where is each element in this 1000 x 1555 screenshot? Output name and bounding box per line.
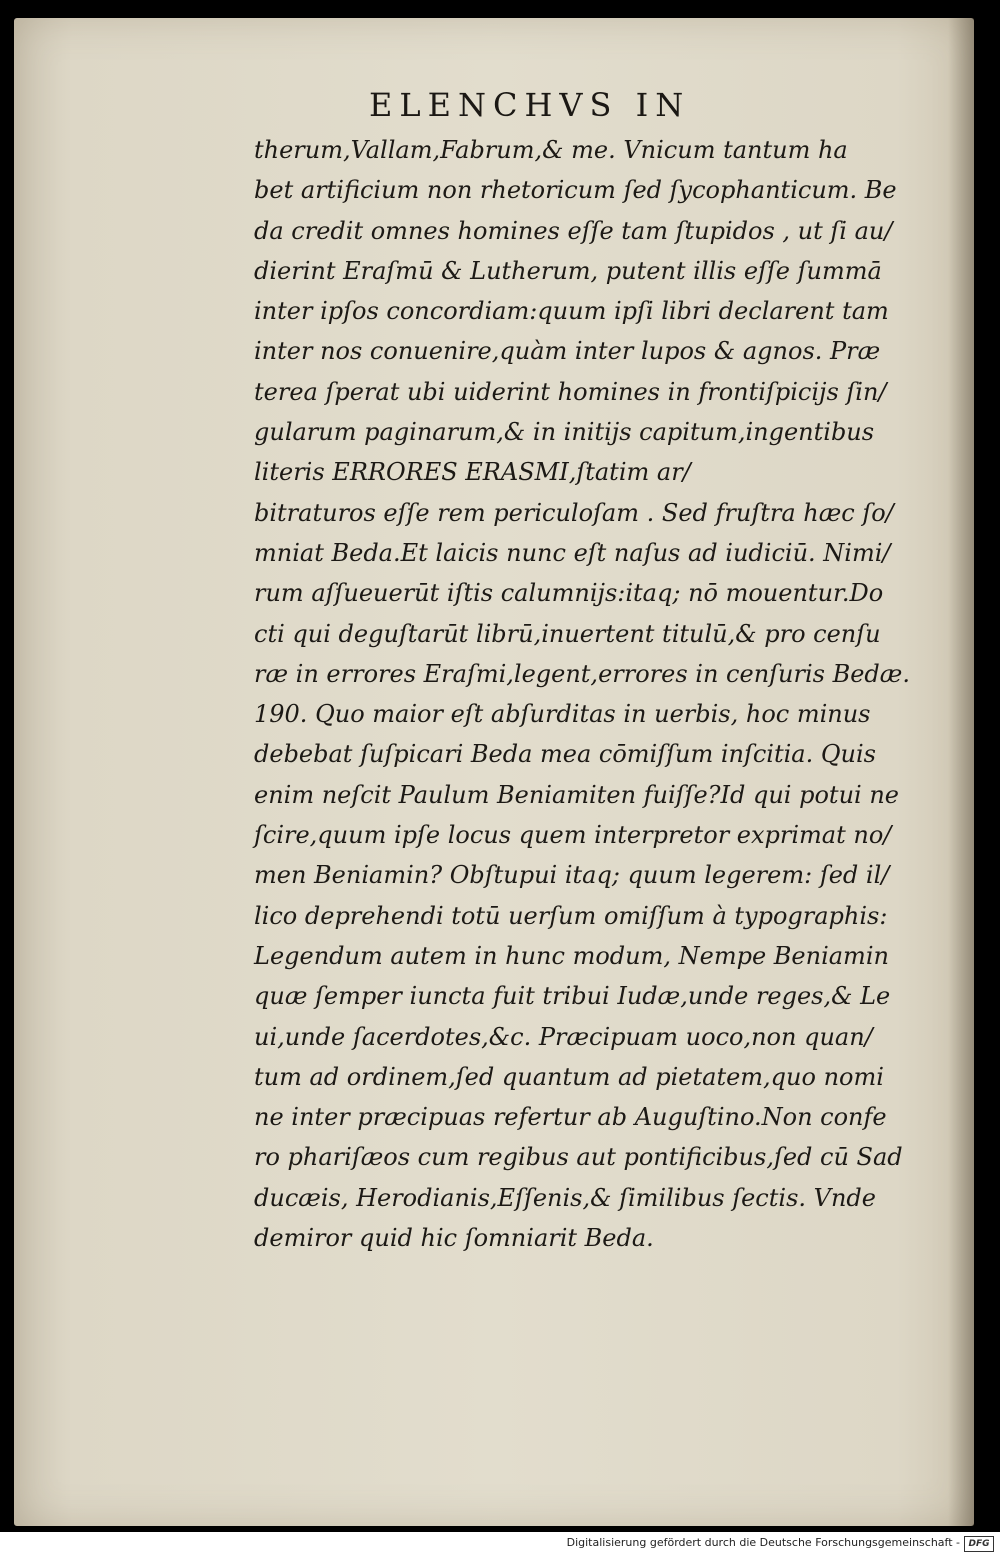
text-line: mniat Beda.Et laicis nunc eſt naſus ad iudiciū. Nimi/ [254,538,891,567]
text-line: debebat ſuſpicari Beda mea cōmiſſum inſcitia. Quis [254,740,876,769]
text-line: lico deprehendi totū uerſum omiſſum à typographis: [254,901,888,930]
dfg-logo-icon: DFG [964,1536,994,1552]
text-line: quæ ſemper iuncta fuit tribui Iudæ,unde reges,& Le [254,982,891,1011]
text-line: bet artificium non rhetoricum ſed ſycophanticum. Be [254,176,897,205]
text-line: ducæis, Herodianis,Eſſenis,& ſimilibus ſectis. Vnde [254,1183,876,1212]
text-line: rum aſſueuerūt iſtis calumnijs:itaq; nō mouentur.Do [254,579,884,608]
running-head: ELENCHVS IN [369,86,691,124]
text-block [254,130,944,1258]
text-line: demiror quid hic ſomniarit Beda. [254,1224,654,1253]
text-line: therum,Vallam,Fabrum,& me. Vnicum tantum ha [254,136,848,164]
text-line: men Beniamin? Obſtupui itaq; quum legerem: ſed il/ [254,861,890,890]
text-line: dierint Eraſmū & Lutherum, putent illis eſſe ſummā [254,256,882,285]
text-line: literis ERRORES ERASMI,ſtatim ar/ [254,458,691,487]
funding-notice: Digitalisierung gefördert durch die Deutsche Forschungsgemeinschaft - [566,1536,960,1549]
text-line: tum ad ordinem,ſed quantum ad pietatem,quo nomi [254,1062,884,1091]
footer-bar [0,1532,1000,1555]
text-line: inter nos conuenire,quàm inter lupos & agnos. Præ [254,337,881,366]
text-line: ne inter præcipuas refertur ab Auguſtino.Non confe [254,1103,887,1132]
text-line: gularum paginarum,& in initijs capitum,ingentibus [254,418,875,447]
text-line: ræ in errores Eraſmi,legent,errores in cenſuris Bedæ. [254,659,910,688]
text-line: ui,unde ſacerdotes,&c. Præcipuam uoco,non quan/ [254,1022,873,1051]
text-line: ſcire,quum ipſe locus quem interpretor exprimat no/ [254,821,892,850]
text-line: enim neſcit Paulum Beniamiten fuiſſe?Id qui potui ne [254,780,899,809]
text-line: 190. Quo maior eſt abſurditas in uerbis, hoc minus [254,700,871,729]
spine-shadow [948,18,974,1526]
text-line: ro phariſæos cum regibus aut pontificibus,ſed cū Sad [254,1143,903,1172]
text-line: inter ipſos concordiam:quum ipſi libri declarent tam [254,297,889,326]
text-line: da credit omnes homines eſſe tam ſtupidos , ut ſi au/ [254,216,893,245]
text-line: terea ſperat ubi uiderint homines in frontiſpicijs ſin/ [254,377,887,406]
text-line: bitraturos eſſe rem periculoſam . Sed fruſtra hæc ſo/ [254,498,894,527]
book-page [14,18,974,1526]
text-line: Legendum autem in hunc modum, Nempe Beniamin [254,941,889,970]
text-line: cti qui deguſtarūt librū,inuertent titulū,& pro cenſu [254,619,881,648]
